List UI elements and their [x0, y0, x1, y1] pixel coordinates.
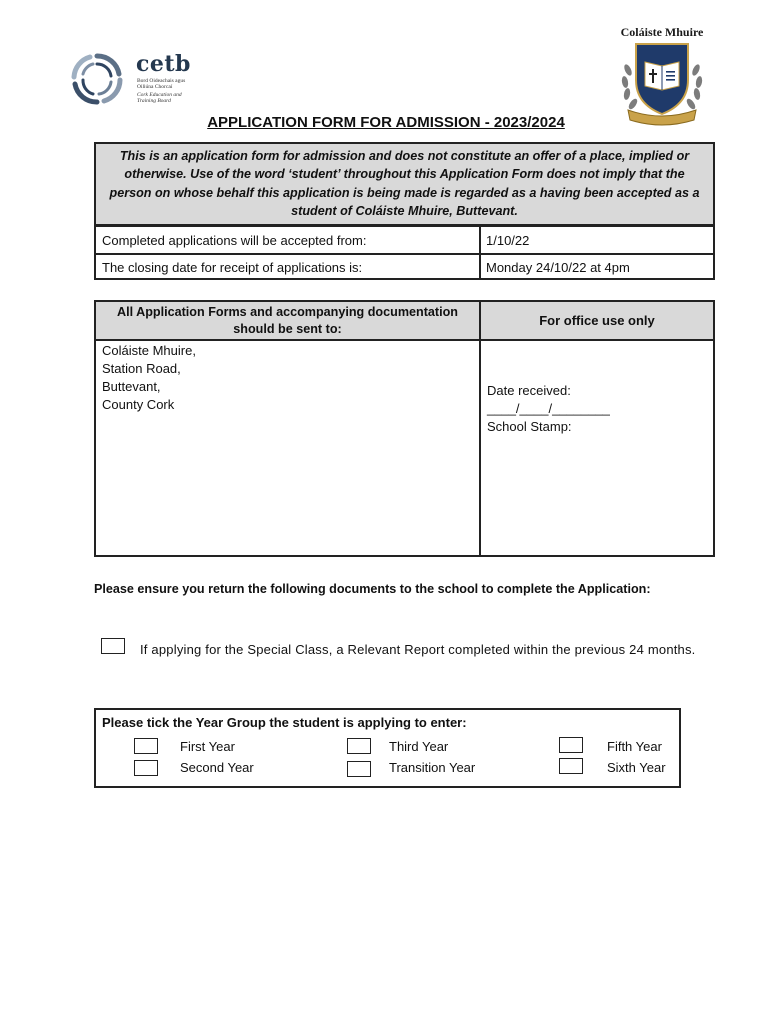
address-line: Coláiste Mhuire, [102, 343, 196, 358]
documents-heading: Please ensure you return the following documents to the school to complete the Application: [94, 582, 651, 596]
school-crest [616, 25, 708, 127]
table-row [96, 227, 713, 255]
date-received-label: Date received: [487, 383, 571, 398]
cetb-subtitle-line: Oiliúna Chorcaí [137, 84, 173, 90]
sixth-year-checkbox[interactable] [559, 758, 583, 774]
address-line: Buttevant, [102, 379, 161, 394]
date-received-blank[interactable]: ____/____/________ [487, 401, 610, 416]
fifth-year-checkbox[interactable] [559, 737, 583, 753]
transition-year-label: Transition Year [389, 760, 476, 775]
year-group-box [94, 708, 681, 788]
disclaimer-text: This is an application form for admission and does not constitute an offer of a place, implied or otherwise. Use of the word ‘student’ throughout this Application Form does not imply that the person on whose behalf this application is being made is regarded as a having been accepted as a student of Coláiste Mhuire, Buttevant. [109, 149, 700, 218]
school-stamp-label: School Stamp: [487, 419, 572, 434]
relevant-report-text: If applying for the Special Class, a Relevant Report completed within the previous 24 months. [140, 642, 696, 657]
closing-date-label: The closing date for receipt of applications is: [102, 260, 363, 275]
second-year-label: Second Year [180, 760, 254, 775]
send-to-header: All Application Forms and accompanying documentation should be sent to: [117, 305, 458, 336]
closing-date-value: Monday 24/10/22 at 4pm [486, 260, 630, 275]
fifth-year-label: Fifth Year [607, 739, 662, 754]
accepted-from-label: Completed applications will be accepted from: [102, 233, 367, 248]
accepted-from-value: 1/10/22 [486, 233, 530, 248]
cetb-swirl-icon [66, 50, 128, 108]
crest-school-name: Coláiste Mhuire [620, 25, 704, 39]
third-year-label: Third Year [389, 739, 449, 754]
form-title: APPLICATION FORM FOR ADMISSION - 2023/2024 [207, 114, 565, 131]
disclaimer-box [94, 142, 715, 226]
first-year-label: First Year [180, 739, 235, 754]
cetb-subtitle-line: Bord Oideachais agus [137, 78, 186, 84]
first-year-checkbox[interactable] [134, 738, 158, 754]
year-group-heading: Please tick the Year Group the student is applying to enter: [102, 715, 467, 730]
address-line: County Cork [102, 397, 175, 412]
application-dates-table [94, 225, 715, 280]
cetb-subtitle-line: Training Board [137, 98, 171, 104]
transition-year-checkbox[interactable] [347, 761, 371, 777]
second-year-checkbox[interactable] [134, 760, 158, 776]
third-year-checkbox[interactable] [347, 738, 371, 754]
column-divider [479, 227, 481, 278]
header-divider [96, 339, 713, 341]
cetb-logo [66, 50, 206, 108]
office-use-header: For office use only [539, 313, 655, 328]
column-divider [479, 302, 481, 555]
cetb-wordmark: cetb [136, 51, 191, 77]
table-row [96, 254, 713, 280]
submission-address-table [94, 300, 715, 557]
address-line: Station Road, [102, 361, 181, 376]
sixth-year-label: Sixth Year [607, 760, 666, 775]
cetb-subtitle-line: Cork Education and [137, 92, 182, 98]
relevant-report-checkbox[interactable] [101, 638, 125, 654]
